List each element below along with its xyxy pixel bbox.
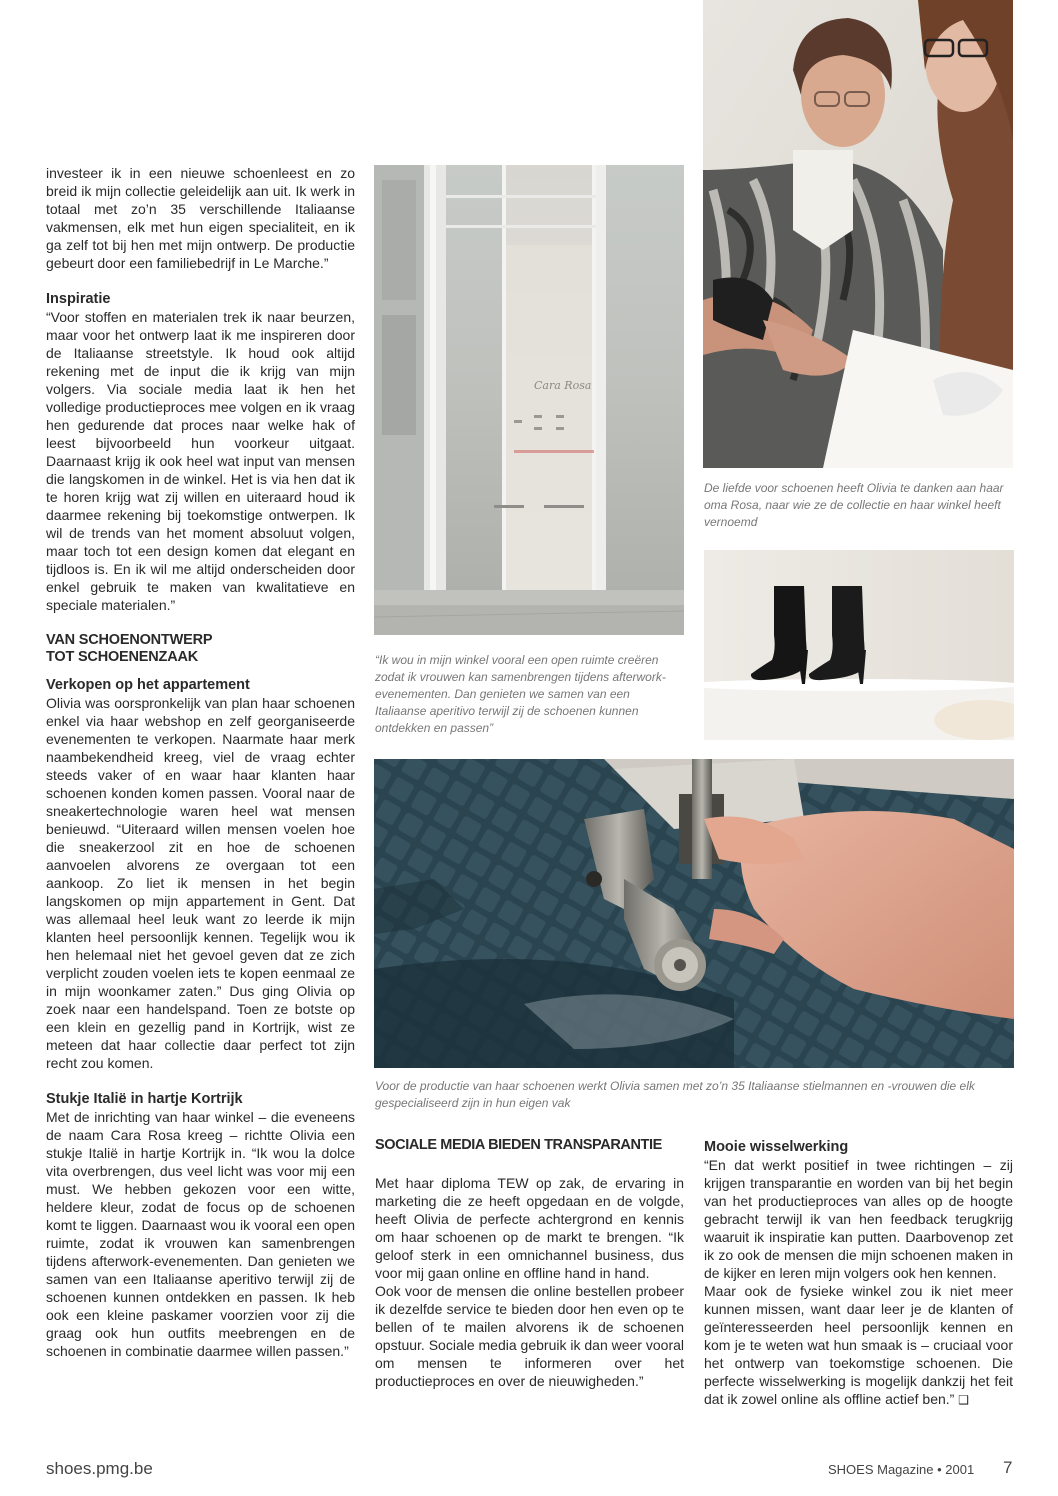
paragraph <box>704 1282 1013 1409</box>
storefront-caption: “Ik wou in mijn winkel vooral een open ruimte creëren zodat ik vrouwen kan samenbrengen tijdens afterwork-evenementen. Dan genieten we samen van een Italiaanse aperitivo terwijl zij de schoenen kunnen ontdekken en passen” <box>375 653 666 735</box>
sewing-caption: Voor de productie van haar schoenen werkt Olivia samen met zo’n 35 Italiaanse stielmannen en -vrouwen die elk gespecialiseerd zijn in hun eigen vak <box>375 1079 975 1110</box>
footer-magazine: SHOES Magazine • 2001 <box>828 1462 975 1477</box>
column-2 <box>375 1137 684 1390</box>
section-heading-line2: TOT SCHOENENZAAK <box>46 649 199 665</box>
section-heading-line1: VAN SCHOENONTWERP <box>46 632 213 648</box>
end-mark-icon: ❑ <box>958 1393 969 1407</box>
subheading-inspiratie: Inspiratie <box>46 291 111 307</box>
subheading-stukje-italie: Stukje Italië in hartje Kortrijk <box>46 1091 243 1107</box>
subheading-verkopen: Verkopen op het appartement <box>46 677 250 693</box>
paragraph: “Voor stoffen en materialen trek ik naar beurzen, maar voor het ontwerp laat ik me inspireren door de Italiaanse streetstyle. Ik houd ook altijd rekening met de input die ik krijg van mijn volgers. Via sociale media laat ik hen het volledige productieproces mee volgen en ik vraag hen gedurende dat proces naar welke hak of leest bijvoorbeeld hun voorkeur uitgaat. Daarnaast krijg ik ook heel wat input van mensen die langskomen in de winkel. Het is via hen dat ik te horen krijg wat zij willen en uiteraard houd ik daarmee rekening bij toekomstige ontwerpen. Ik wil de trends van het moment absoluut volgen, maar toch tot een design komen dat elegant en tijdloos is. En ik wil me altijd onderscheiden door enkel gebruik te maken van kwalitatieve en speciale materialen.” <box>46 309 355 613</box>
footer-url: shoes.pmg.be <box>46 1459 153 1478</box>
page-number: 7 <box>1003 1458 1013 1477</box>
paragraph: Ook voor de mensen die online bestellen probeer ik dezelfde service te bieden door hen even op te bellen of te mailen alvorens ik de schoenen opstuur. Sociale media gebruik ik dan weer vooral om mensen te informeren over het productieproces en over de nieuwigheden.” <box>375 1283 684 1389</box>
sewing-photo <box>374 759 1014 1068</box>
paragraph: investeer ik in een nieuwe schoenleest en zo breid ik mijn collectie geleidelijk aan uit. Ik werk in totaal met zo’n 35 verschillende Italiaanse vakmensen, elk met hun eigen specialiteit, en ik ga zelf tot bij hen met mijn ontwerp. De productie gebeurt door een familiebedrijf in Le Marche.” <box>46 165 355 271</box>
paragraph: Met haar diploma TEW op zak, de ervaring in marketing die ze heeft opgedaan en de volgde, heeft Olivia de perfecte achtergrond en kennis om haar schoenen op de markt te brengen. “Ik geloof sterk in een omnichannel business, dus voor mij gaan online en offline hand in hand. <box>375 1175 684 1281</box>
column-3 <box>704 1138 1013 1409</box>
paragraph-text: Maar ook de fysieke winkel zou ik niet meer kunnen missen, want daar leer je de klanten of geïnteresseerden heel persoonlijk kennen en kom je te weten wat hun smaak is – cruciaal voor het ontwerp van toekomstige schoenen. Die perfecte wisselwerking is mogelijk dankzij het feit dat ik zowel online als offline actief ben.” <box>704 1283 1013 1407</box>
section-heading-sociale-media: SOCIALE MEDIA BIEDEN TRANSPARANTIE <box>375 1137 662 1153</box>
column-1 <box>46 164 355 1360</box>
subheading-mooie-wisselwerking: Mooie wisselwerking <box>704 1139 849 1155</box>
paragraph: Olivia was oorspronkelijk van plan haar schoenen enkel via haar webshop en zelf georganiseerde evenementen te verkopen. Naarmate haar merk naambekendheid kreeg, viel de vraag echter steeds vaker of en waar haar klanten haar schoenen konden komen passen. Vooral naar de sneakertechnologie waren heel wat mensen benieuwd. “Uiteraard willen mensen voelen hoe die sneakerzool zit en hoe de schoenen aanvoelen alvorens ze overgaan tot een aankoop. Zo liet ik mensen in het begin langskomen op mijn appartement in Gent. Dat was allemaal heel leuk want zo leerde ik mijn klanten heel persoonlijk kennen. Tegelijk wou ik hen helemaal niet het gevoel geven dat ze zich verplicht zouden voelen iets te kopen eenmaal ze in mijn woonkamer zaten.” Dus ging Olivia op zoek naar een handelspand. Toen ze botste op een klein en gezellig pand in Kortrijk, wist ze meteen dat haar collectie daar perfect tot zijn recht zou komen. <box>46 695 355 1071</box>
boot-photo <box>704 550 1014 740</box>
paragraph: Met de inrichting van haar winkel – die eveneens de naam Cara Rosa kreeg – richtte Olivia een stukje Italië in hartje Kortrijk in. “Ik wou la dolce vita overbrengen, dus veel licht was voor mij een must. We hebben gekozen voor een witte, heldere kleur, zodat de focus op de schoenen komt te liggen. Daarnaast wou ik vooral een open ruimte, zodat ik vrouwen kan samenbrengen tijdens afterwork-evenementen. Dan genieten we samen van een Italiaanse aperitivo terwijl zij de schoenen kunnen ontdekken en passen. Ik heb ook een kleine paskamer voorzien voor zij die graag ook hun outfits meebrengen en de schoenen in combinatie daarmee willen passen.” <box>46 1109 355 1359</box>
grandmother-photo <box>703 0 1013 468</box>
paragraph: “En dat werkt positief in twee richtingen – zij krijgen transparantie en worden van bij het begin van het productieproces van alles op de hoogte gebracht terwijl ik van hen feedback terugkrijg waaruit ik inspiratie kan putten. Daarbovenop zet ik zo ook de mensen die mijn schoenen maken in de kijker en leren mijn volgers ook hen kennen. <box>704 1157 1013 1281</box>
grandmother-caption: De liefde voor schoenen heeft Olivia te danken aan haar oma Rosa, naar wie ze de collectie en haar winkel heeft vernoemd <box>704 481 1004 529</box>
storefront-photo <box>374 165 684 635</box>
storefront-sign: Cara Rosa <box>534 379 592 392</box>
